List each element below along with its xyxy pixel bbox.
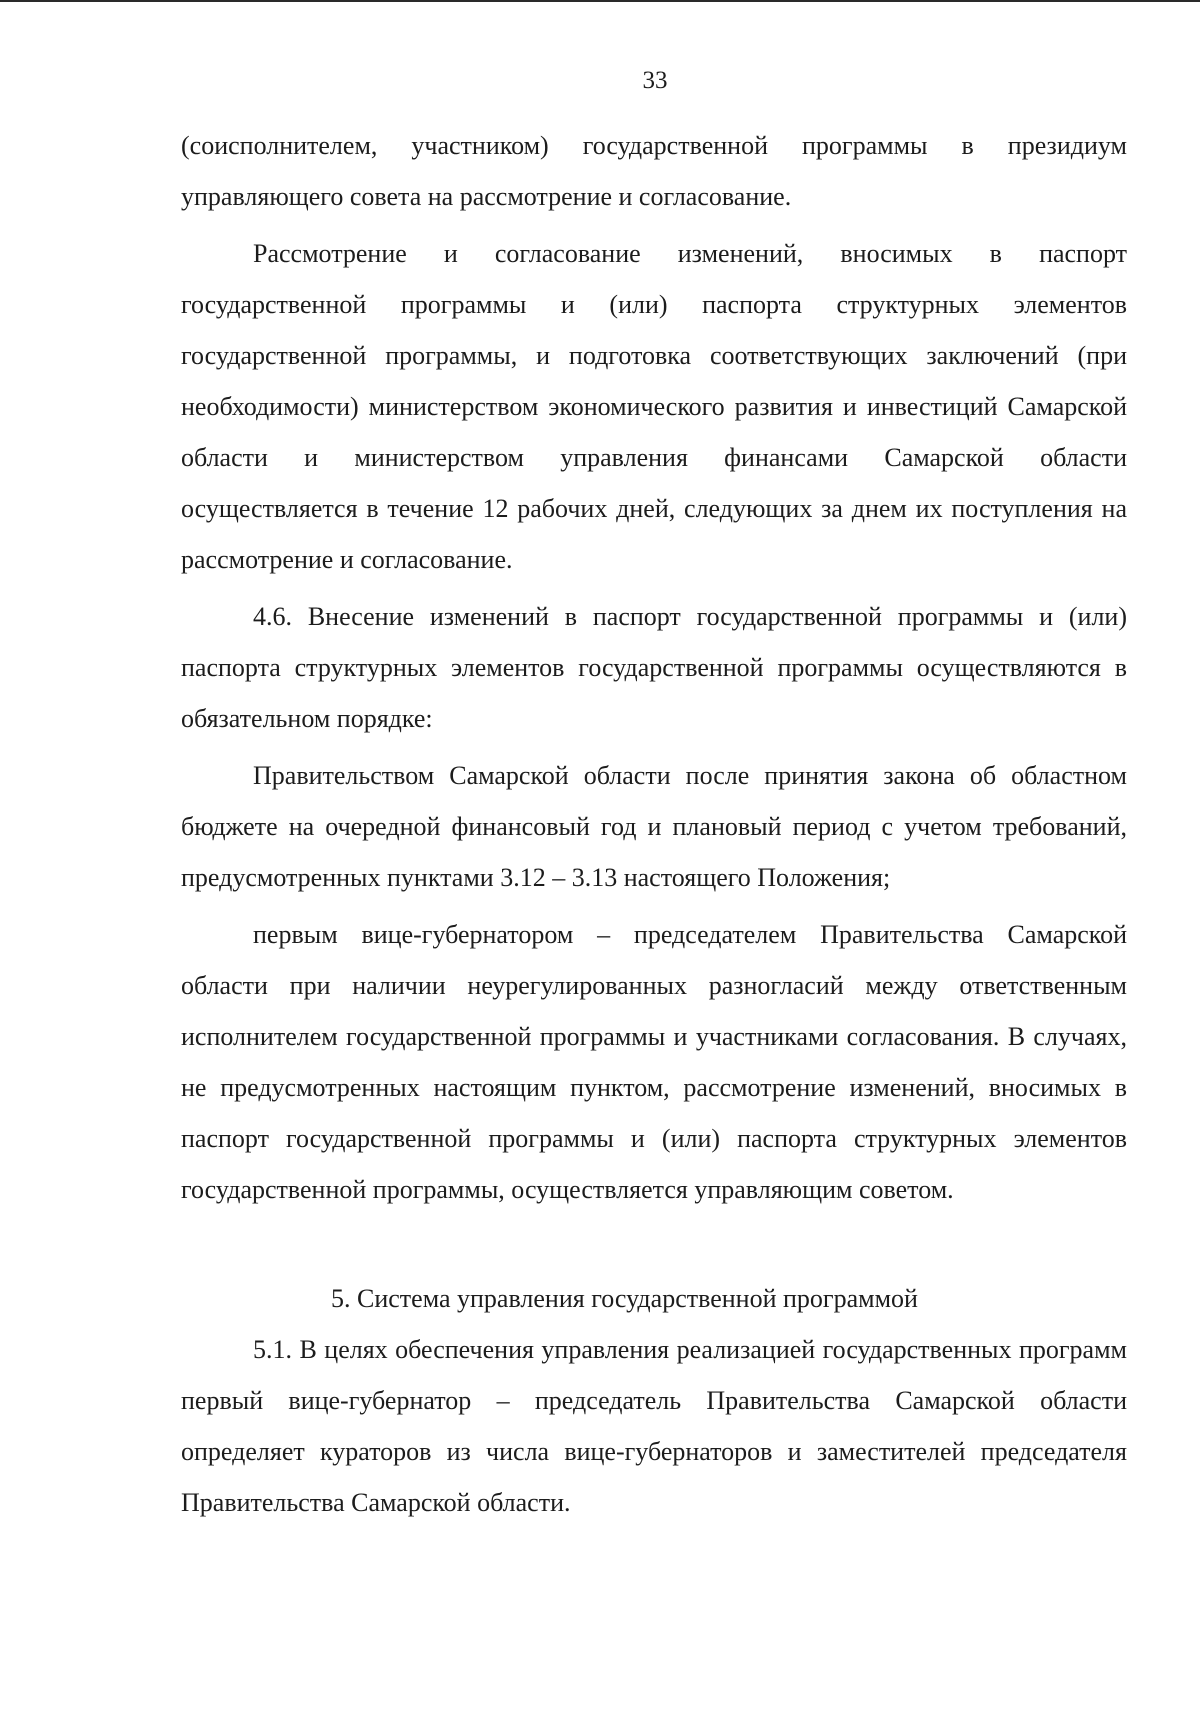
paragraph-government-changes: Правительством Самарской области после принятия закона об областном бюджете на очередной финансовый год и плановый период с учетом требований, предусмотренных пунктами 3.12 – 3.13 настоящего Положения;	[181, 761, 1127, 892]
paragraph-4-6: 4.6. Внесение изменений в паспорт государственной программы и (или) паспорта структурных элементов государственной программы осуществляются в обязательном порядке:	[181, 602, 1127, 733]
paragraph-review-terms: Рассмотрение и согласование изменений, вносимых в паспорт государственной программы и (или) паспорта структурных элементов государственной программы, и подготовка соответствующих заключений (при необходимости) министерством экономического развития и инвестиций Самарской области и министерством управления финансами Самарской области осуществляется в течение 12 рабочих дней, следующих за днем их поступления на рассмотрение и согласование.	[181, 239, 1127, 574]
paragraph-continuation: (соисполнителем, участником) государственной программы в президиум управляющего совета на рассмотрение и согласование.	[181, 131, 1127, 211]
document-body	[181, 120, 1127, 1528]
paragraph-5-1: 5.1. В целях обеспечения управления реализацией государственных программ первый вице-губернатор – председатель Правительства Самарской области определяет кураторов из числа вице-губернаторов и заместителей председателя Правительства Самарской области.	[181, 1335, 1127, 1517]
paragraph-first-vice-governor: первым вице-губернатором – председателем Правительства Самарской области при наличии неурегулированных разногласий между ответственным исполнителем государственной программы и участниками согласования. В случаях, не предусмотренных настоящим пунктом, рассмотрение изменений, вносимых в паспорт государственной программы и (или) паспорта структурных элементов государственной программы, осуществляется управляющим советом.	[181, 920, 1127, 1204]
section-heading: 5. Система управления государственной программой	[331, 1284, 918, 1313]
page-number: 33	[642, 67, 668, 94]
scan-top-edge	[0, 0, 1200, 2]
